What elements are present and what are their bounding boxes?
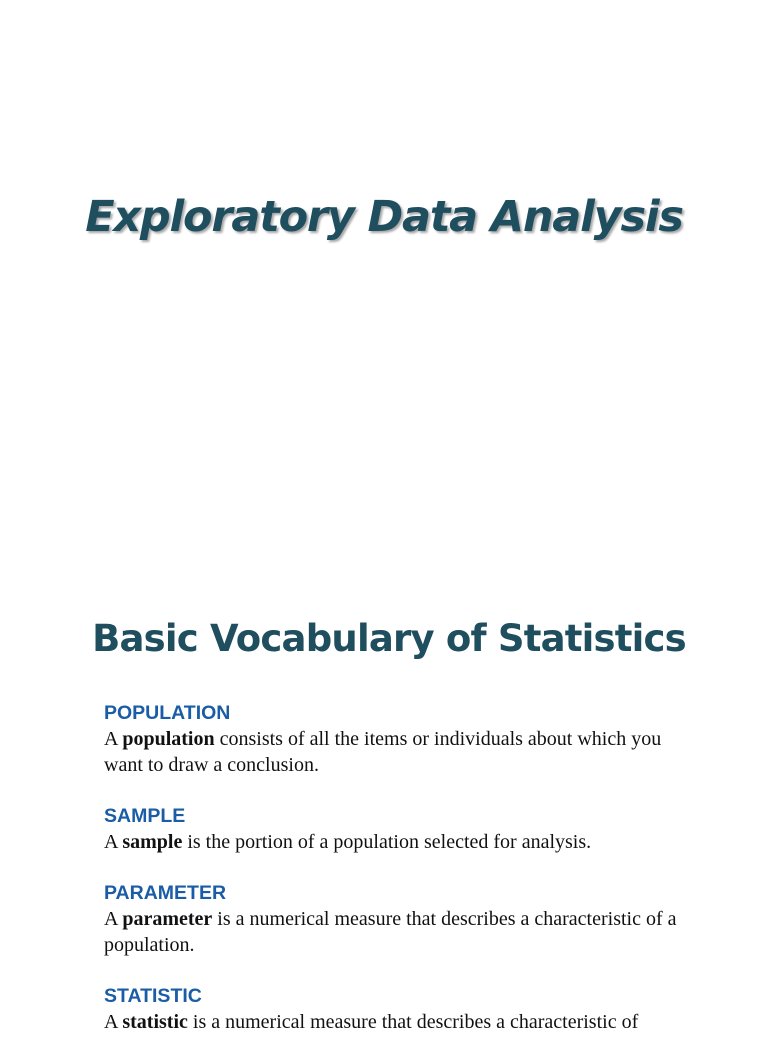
definition-keyword: sample xyxy=(122,831,183,853)
term-sample xyxy=(104,803,704,855)
definition-text: is a numerical measure that describes a characteristic of a population. xyxy=(104,908,677,956)
term-definition xyxy=(104,726,704,778)
term-statistic xyxy=(104,983,704,1035)
term-definition xyxy=(104,906,704,958)
definition-prefix: A xyxy=(104,831,123,853)
slide-title-basic-vocabulary: Basic Vocabulary of Statistics xyxy=(92,617,686,660)
definition-keyword: population xyxy=(122,728,215,750)
term-definition xyxy=(104,1009,704,1035)
definition-text: consists of all the items or individuals about which you want to draw a conclusion. xyxy=(104,728,662,776)
term-definition xyxy=(104,829,704,855)
definition-text: is the portion of a population selected for analysis. xyxy=(182,831,592,853)
definition-keyword: statistic xyxy=(122,1011,188,1033)
term-heading: SAMPLE xyxy=(104,805,186,827)
definition-keyword: parameter xyxy=(122,908,213,930)
definition-prefix: A xyxy=(104,908,123,930)
definition-prefix: A xyxy=(104,728,123,750)
definition-prefix: A xyxy=(104,1011,123,1033)
slide-title-exploratory-data-analysis: Exploratory Data Analysis xyxy=(85,192,683,242)
term-heading: STATISTIC xyxy=(104,985,202,1007)
term-heading: POPULATION xyxy=(104,702,231,724)
vocabulary-list xyxy=(104,700,704,1060)
term-parameter xyxy=(104,880,704,958)
definition-text: is a numerical measure that describes a characteristic of xyxy=(187,1011,639,1033)
term-heading: PARAMETER xyxy=(104,882,227,904)
term-population xyxy=(104,700,704,778)
